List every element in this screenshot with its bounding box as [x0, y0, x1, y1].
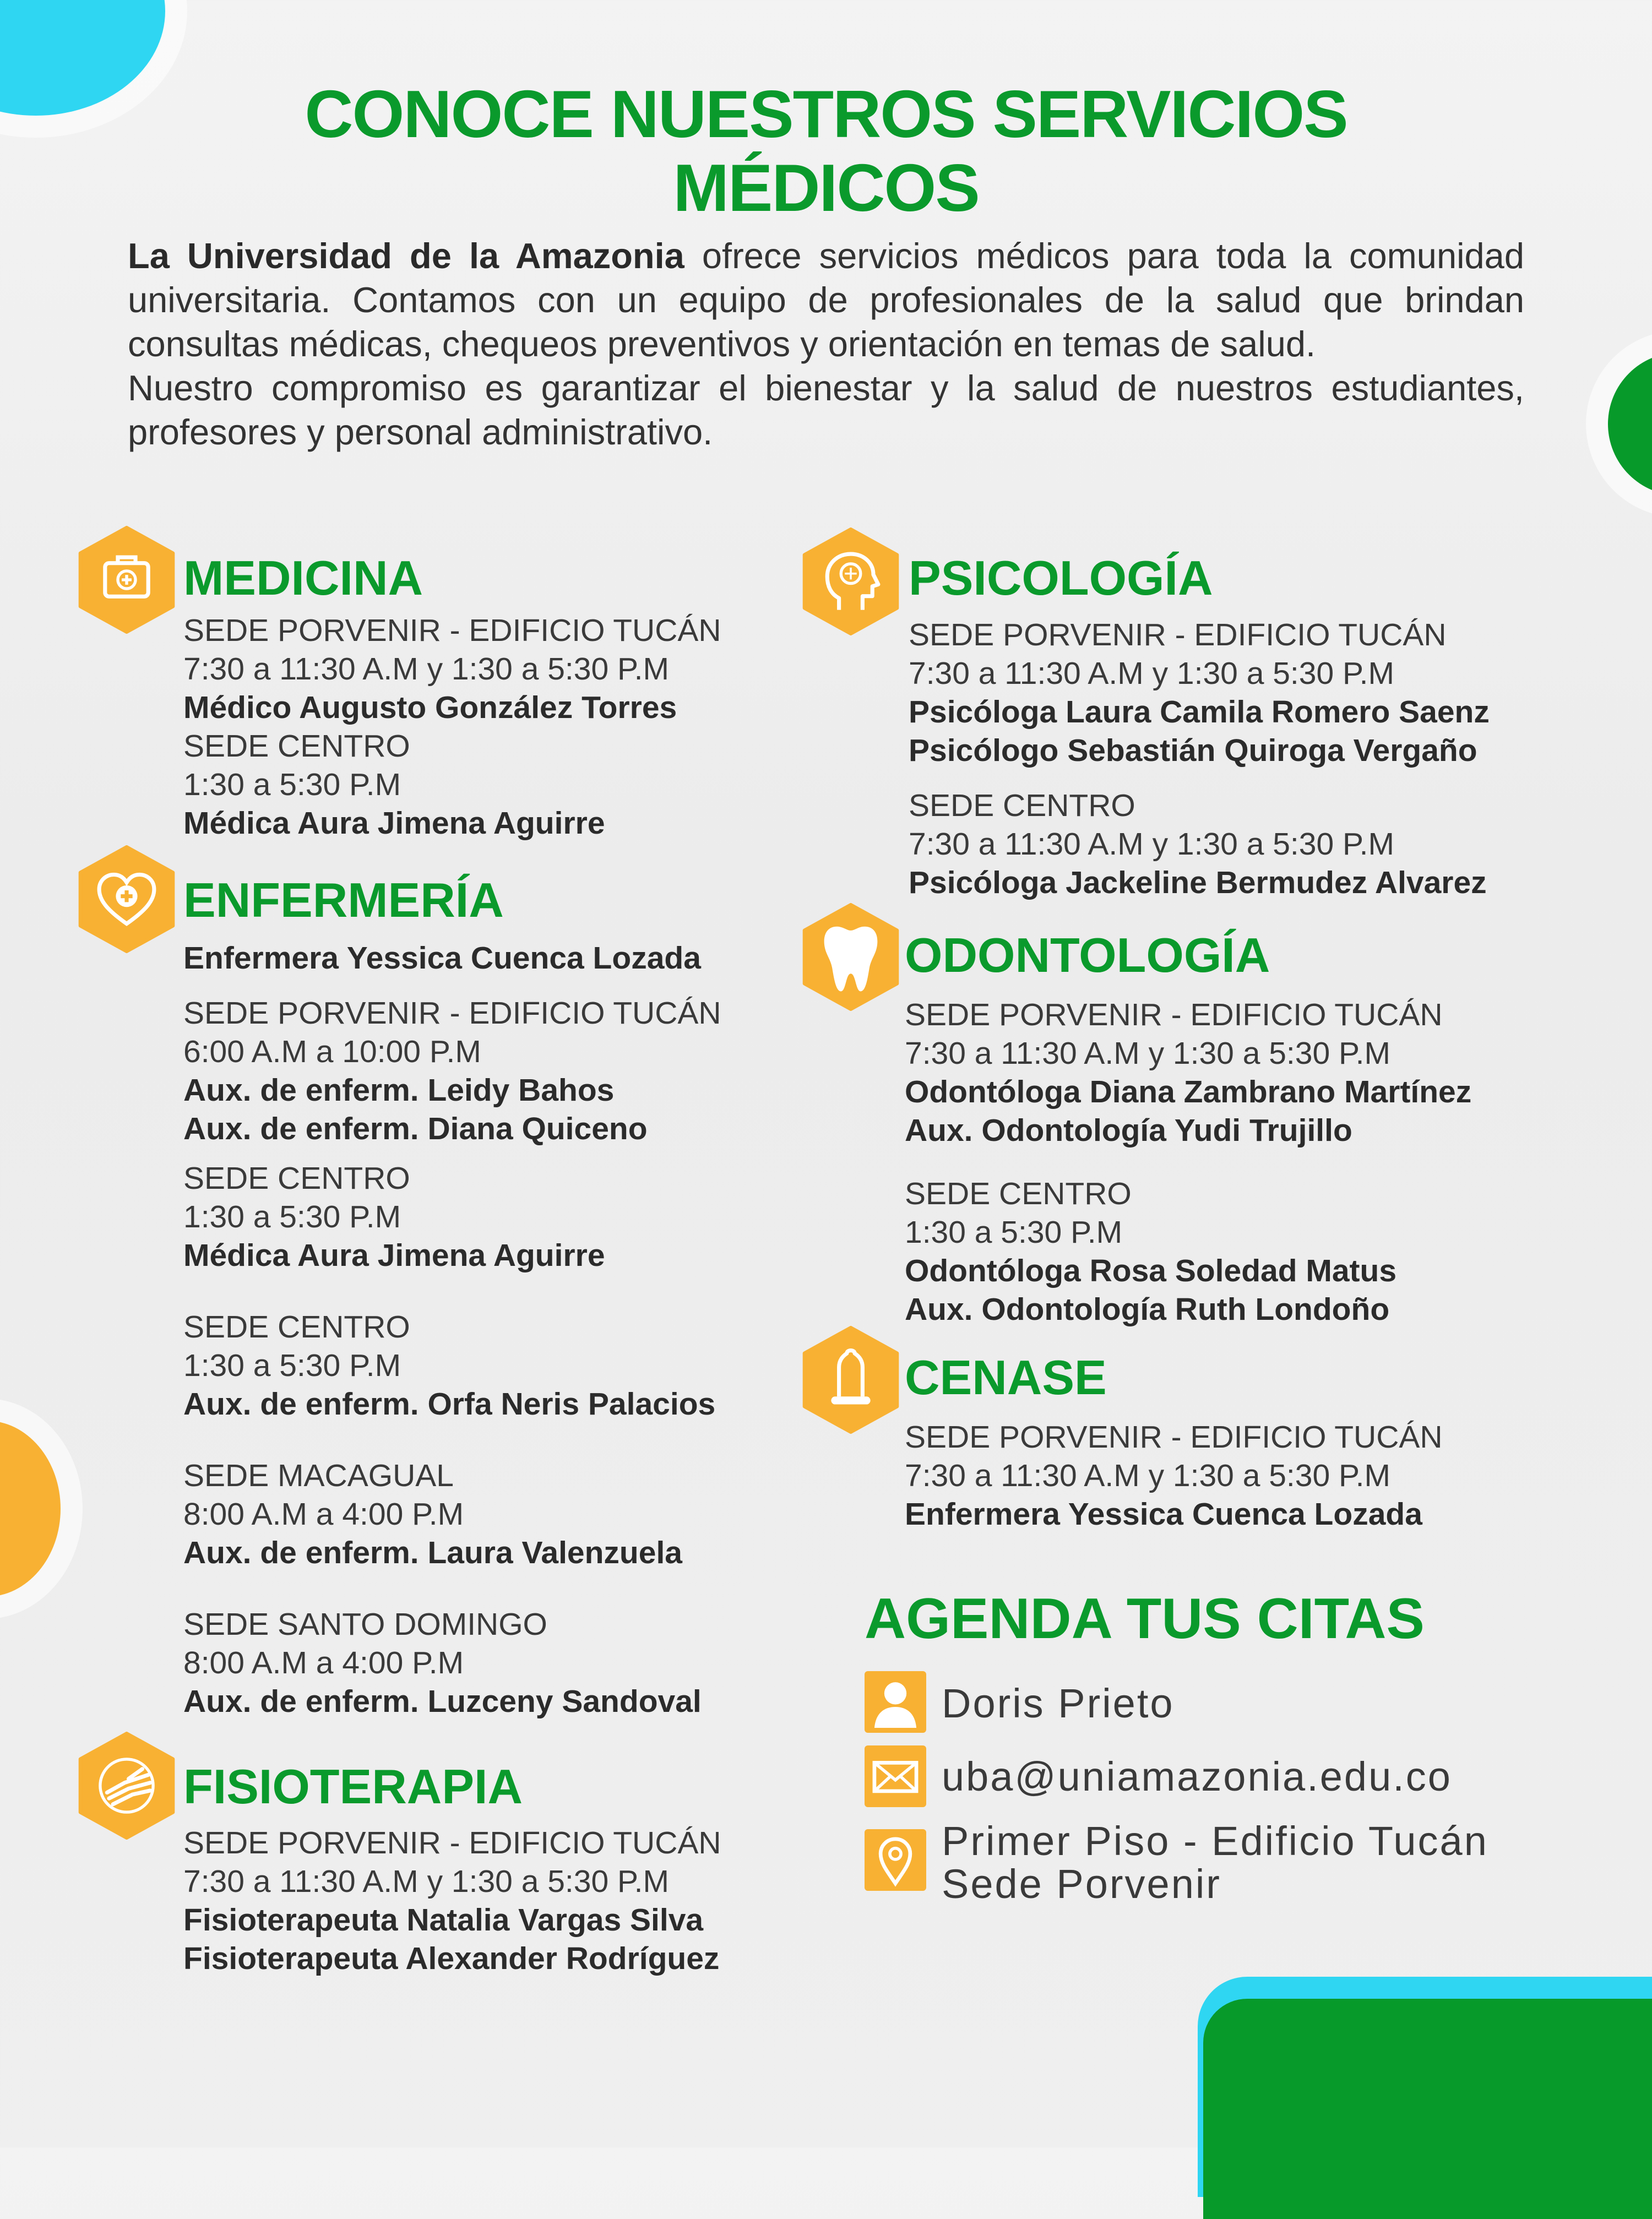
- fisioterapia-line: 7:30 a 11:30 A.M y 1:30 a 5:30 P.M: [183, 1864, 669, 1899]
- odontologia-line: Odontóloga Rosa Soledad Matus: [905, 1253, 1397, 1288]
- enfermeria-line: Aux. de enferm. Leidy Bahos: [183, 1073, 615, 1108]
- condom-icon: [801, 1326, 900, 1434]
- enfermeria-line: Aux. de enferm. Laura Valenzuela: [183, 1535, 682, 1570]
- section-cenase-details: [905, 1418, 1443, 1533]
- section-title-cenase: CENASE: [905, 1350, 1107, 1405]
- head-brain-icon: [801, 527, 900, 635]
- location-pin-icon: [865, 1829, 926, 1891]
- cenase-line: Enfermera Yessica Cuenca Lozada: [905, 1497, 1422, 1532]
- section-medicina-details: [183, 611, 721, 842]
- enfermeria-line: Aux. de enferm. Orfa Neris Palacios: [183, 1386, 716, 1422]
- person-icon: [865, 1671, 926, 1733]
- odontologia-line: 7:30 a 11:30 A.M y 1:30 a 5:30 P.M: [905, 1036, 1390, 1071]
- fisioterapia-line: Fisioterapeuta Natalia Vargas Silva: [183, 1902, 704, 1938]
- page-title: CONOCE NUESTROS SERVICIOS MÉDICOS: [305, 77, 1347, 225]
- odontologia-line: SEDE PORVENIR - EDIFICIO TUCÁN: [905, 997, 1443, 1032]
- enfermeria-line: 8:00 A.M a 4:00 P.M: [183, 1497, 464, 1532]
- psicologia-line: 7:30 a 11:30 A.M y 1:30 a 5:30 P.M: [909, 826, 1394, 862]
- section-title-enfermeria: ENFERMERÍA: [183, 873, 504, 927]
- psicologia-line: SEDE PORVENIR - EDIFICIO TUCÁN: [909, 617, 1447, 652]
- enfermeria-line: SEDE PORVENIR - EDIFICIO TUCÁN: [183, 996, 721, 1031]
- medicina-line: SEDE PORVENIR - EDIFICIO TUCÁN: [183, 613, 721, 648]
- medicina-line: SEDE CENTRO: [183, 728, 410, 764]
- section-title-psicologia: PSICOLOGÍA: [909, 551, 1213, 605]
- intro-paragraph-1: ofrece servicios médicos para toda la comunidad universitaria. Contamos con un equipo de profesionales de la salud que brindan consultas médicas, chequeos preventivos y orientación en temas de salud.: [128, 236, 1524, 364]
- odontologia-line: Odontóloga Diana Zambrano Martínez: [905, 1074, 1472, 1110]
- contact-location: [942, 1820, 1488, 1906]
- enfermeria-line: Enfermera Yessica Cuenca Lozada: [183, 940, 701, 976]
- section-odontologia-details: [905, 996, 1471, 1329]
- intro-paragraph-2: Nuestro compromiso es garantizar el bienestar y la salud de nuestros estudiantes, profesores y personal administrativo.: [128, 368, 1524, 452]
- cenase-line: SEDE PORVENIR - EDIFICIO TUCÁN: [905, 1419, 1443, 1455]
- psicologia-line: Psicólogo Sebastián Quiroga Vergaño: [909, 733, 1477, 768]
- psicologia-line: Psicóloga Laura Camila Romero Saenz: [909, 694, 1490, 730]
- enfermeria-line: 1:30 a 5:30 P.M: [183, 1348, 401, 1383]
- location-line-1: Primer Piso - Edificio Tucán: [942, 1818, 1488, 1864]
- contact-email[interactable]: uba@uniamazonia.edu.co: [942, 1754, 1452, 1799]
- university-name: La Universidad de la Amazonia: [128, 236, 684, 276]
- psicologia-line: Psicóloga Jackeline Bermudez Alvarez: [909, 865, 1487, 900]
- medicina-line: Médico Augusto González Torres: [183, 690, 677, 725]
- psicologia-line: 7:30 a 11:30 A.M y 1:30 a 5:30 P.M: [909, 656, 1394, 691]
- section-enfermeria-details: [183, 939, 721, 1721]
- cenase-line: 7:30 a 11:30 A.M y 1:30 a 5:30 P.M: [905, 1458, 1390, 1493]
- psicologia-line: SEDE CENTRO: [909, 788, 1135, 823]
- enfermeria-line: Aux. de enferm. Diana Quiceno: [183, 1111, 648, 1146]
- section-title-odontologia: ODONTOLOGÍA: [905, 928, 1270, 982]
- enfermeria-line: SEDE CENTRO: [183, 1309, 410, 1345]
- odontologia-line: Aux. Odontología Yudi Trujillo: [905, 1113, 1352, 1148]
- section-fisioterapia-details: [183, 1824, 721, 1978]
- odontologia-line: SEDE CENTRO: [905, 1176, 1132, 1211]
- enfermeria-line: SEDE MACAGUAL: [183, 1458, 454, 1493]
- enfermeria-line: SEDE CENTRO: [183, 1161, 410, 1196]
- location-line-2: Sede Porvenir: [942, 1861, 1221, 1907]
- odontologia-line: Aux. Odontología Ruth Londoño: [905, 1292, 1390, 1327]
- enfermeria-line: Aux. de enferm. Luzceny Sandoval: [183, 1684, 702, 1719]
- medicina-line: Médica Aura Jimena Aguirre: [183, 806, 605, 841]
- enfermeria-line: 1:30 a 5:30 P.M: [183, 1199, 401, 1234]
- medicina-line: 1:30 a 5:30 P.M: [183, 767, 401, 802]
- enfermeria-line: 6:00 A.M a 10:00 P.M: [183, 1034, 481, 1069]
- medicina-line: 7:30 a 11:30 A.M y 1:30 a 5:30 P.M: [183, 651, 669, 687]
- tooth-icon: [801, 903, 900, 1011]
- enfermeria-line: 8:00 A.M a 4:00 P.M: [183, 1645, 464, 1680]
- section-title-medicina: MEDICINA: [183, 551, 423, 605]
- fisioterapia-line: Fisioterapeuta Alexander Rodríguez: [183, 1941, 720, 1976]
- agenda-title: AGENDA TUS CITAS: [865, 1587, 1425, 1651]
- section-title-fisioterapia: FISIOTERAPIA: [183, 1759, 523, 1814]
- enfermeria-line: SEDE SANTO DOMINGO: [183, 1607, 547, 1642]
- heart-cross-icon: [77, 845, 176, 953]
- enfermeria-line: Médica Aura Jimena Aguirre: [183, 1238, 605, 1273]
- contact-name: Doris Prieto: [942, 1680, 1175, 1726]
- section-psicologia-details: [909, 616, 1490, 902]
- hand-icon: [77, 1732, 176, 1840]
- mail-icon[interactable]: [865, 1745, 926, 1807]
- odontologia-line: 1:30 a 5:30 P.M: [905, 1215, 1123, 1250]
- intro-text: [128, 234, 1524, 454]
- fisioterapia-line: SEDE PORVENIR - EDIFICIO TUCÁN: [183, 1825, 721, 1861]
- first-aid-kit-icon: [77, 526, 176, 634]
